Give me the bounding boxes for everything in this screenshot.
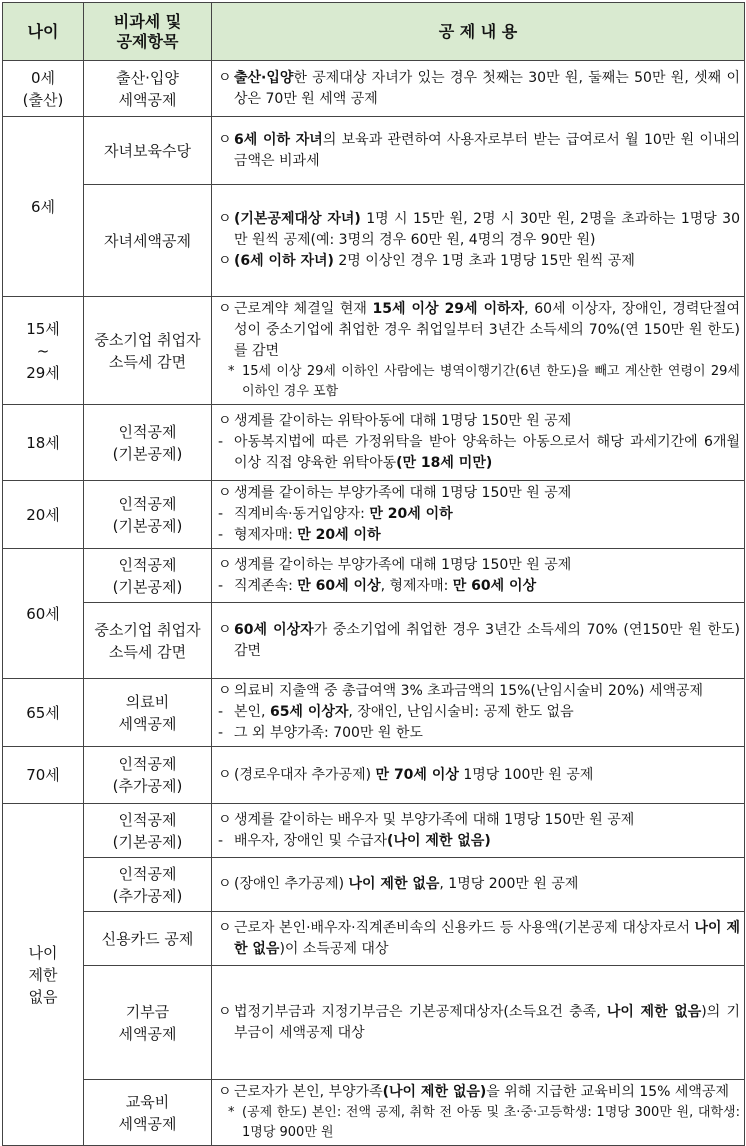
content-text: , 장애인, 난임시술비: 공제 한도 없음	[348, 704, 574, 720]
content-line	[218, 620, 740, 662]
deduction-content-cell	[212, 185, 745, 297]
table-row	[3, 61, 745, 117]
content-text: 생계를 같이하는 배우자 및 부양가족에 대해 1명당 150만 원 공제	[234, 811, 635, 828]
age-cell: 70세	[3, 747, 84, 804]
content-text: 근로자 본인·배우자·직계존비속의 신용카드 등 사용액(기본공제 대상자로서	[234, 919, 695, 936]
tax-deduction-by-age-table	[2, 2, 745, 1146]
bullet-marker: *	[228, 1105, 235, 1120]
deduction-item-cell: 인적공제 (기본공제)	[84, 804, 212, 858]
bullet-marker: ㅇ	[218, 919, 232, 936]
deduction-content-cell	[212, 747, 745, 804]
bullet-marker: ㅇ	[218, 211, 232, 227]
content-line	[218, 765, 740, 786]
content-line	[218, 209, 740, 251]
content-text: 근로자가 본인, 부양가족	[234, 1084, 383, 1100]
content-text: 배우자, 장애인 및 수급자	[234, 832, 388, 849]
content-line	[218, 918, 740, 960]
deduction-content-cell	[212, 61, 745, 117]
deduction-item-cell: 교육비 세액공제	[84, 1080, 212, 1146]
emphasized-text: (만 18세 미만)	[396, 455, 493, 471]
bullet-marker: -	[218, 434, 224, 450]
bullet-marker: -	[218, 577, 224, 594]
content-text: 본인,	[234, 704, 270, 720]
bullet-marker: -	[218, 725, 224, 741]
content-text: 의료비 지출액 중 총급여액 3% 초과금액의 15%(난임시술비 20%) 세액공제	[234, 683, 704, 699]
deduction-item-cell: 의료비 세액공제	[84, 679, 212, 747]
content-line	[218, 576, 740, 597]
emphasized-text: (6세 이하 자녀)	[234, 253, 334, 269]
emphasized-text: 만 70세 이상	[375, 766, 459, 783]
content-line	[218, 432, 740, 474]
content-text: 15세 이상 29세 이하인 사람에는 병역이행기간(6년 한도)을 빼고 계산한 연령이 29세 이하인 경우 포함	[242, 364, 740, 399]
content-line	[218, 251, 740, 272]
content-line	[218, 411, 740, 432]
table-row	[3, 858, 745, 912]
content-text: , 1명당 200만 원 공제	[439, 876, 579, 892]
emphasized-text: 60세 이상자	[234, 621, 314, 638]
age-cell: 60세	[3, 549, 84, 679]
content-text: )이 소득공제 대상	[279, 940, 389, 957]
deduction-content-cell	[212, 481, 745, 549]
footnote-line	[218, 362, 740, 402]
emphasized-text: 65세 이상자	[269, 704, 349, 720]
bullet-marker: -	[218, 832, 224, 849]
emphasized-text: 만 20세 이하	[297, 527, 381, 543]
deduction-item-cell: 인적공제 (기본공제)	[84, 481, 212, 549]
table-row	[3, 405, 745, 481]
deduction-content-cell	[212, 549, 745, 603]
deduction-item-cell: 인적공제 (기본공제)	[84, 549, 212, 603]
content-text: 을 위해 지급한 교육비의 15% 세액공제	[486, 1084, 730, 1100]
bullet-marker: -	[218, 527, 224, 543]
table-row	[3, 679, 745, 747]
emphasized-text: 나이 제한 없음	[234, 919, 740, 957]
deduction-item-cell: 인적공제 (추가공제)	[84, 747, 212, 804]
bullet-marker: ㅇ	[218, 621, 232, 638]
emphasized-text: 15세 이상 29세 이하자	[372, 301, 525, 317]
content-line	[218, 68, 740, 110]
bullet-marker: -	[218, 704, 224, 720]
bullet-marker: ㅇ	[218, 253, 232, 269]
emphasized-text: 출산·입양	[234, 69, 294, 86]
content-line	[218, 874, 740, 895]
emphasized-text: (기본공제대상 자녀)	[234, 211, 361, 227]
deduction-item-cell: 자녀보육수당	[84, 117, 212, 185]
deduction-item-cell: 신용카드 공제	[84, 912, 212, 966]
content-text: 생계를 같이하는 부양가족에 대해 1명당 150만 원 공제	[234, 485, 572, 501]
content-line	[218, 130, 740, 172]
deduction-content-cell	[212, 858, 745, 912]
header-age: 나이	[3, 3, 84, 61]
bullet-marker: ㅇ	[218, 413, 232, 429]
bullet-marker: ㅇ	[218, 876, 232, 892]
content-text: , 60세 이상자, 장애인, 경력단절여성이 중소기업에 취업한 경우 취업일부터 3년간 소득세의 70%(연 150만 원 한도)를 감면	[234, 301, 740, 359]
tax-age-table-container	[2, 2, 744, 1146]
table-header-row	[3, 3, 745, 61]
table-row	[3, 549, 745, 603]
emphasized-text: (나이 제한 없음)	[382, 1084, 487, 1100]
content-text: 1명 시 15만 원, 2명 시 30만 원, 2명을 초과하는 1명당 30만 원씩 공제(예: 3명의 경우 60만 원, 4명의 경우 90만 원)	[234, 211, 740, 248]
content-line	[218, 810, 740, 831]
age-cell: 18세	[3, 405, 84, 481]
emphasized-text: 나이 제한 없음	[606, 1003, 702, 1020]
table-row	[3, 603, 745, 679]
table-row	[3, 117, 745, 185]
age-cell: 20세	[3, 481, 84, 549]
table-body	[3, 61, 745, 1146]
deduction-content-cell	[212, 603, 745, 679]
table-row	[3, 297, 745, 405]
content-line	[218, 1082, 740, 1103]
age-cell: 15세 ~ 29세	[3, 297, 84, 405]
deduction-content-cell	[212, 679, 745, 747]
bullet-marker: ㅇ	[218, 556, 232, 573]
deduction-content-cell	[212, 117, 745, 185]
content-line	[218, 483, 740, 504]
emphasized-text: 나이 제한 없음	[348, 876, 440, 892]
bullet-marker: *	[228, 364, 235, 379]
content-text: 그 외 부양가족: 700만 원 한도	[234, 725, 423, 741]
deduction-content-cell	[212, 405, 745, 481]
deduction-content-cell	[212, 1080, 745, 1146]
content-text: 법정기부금과 지정기부금은 기본공제대상자(소득요건 충족,	[234, 1003, 607, 1020]
age-cell: 0세 (출산)	[3, 61, 84, 117]
table-row	[3, 747, 745, 804]
content-text: (공제 한도) 본인: 전액 공제, 취학 전 아동 및 초·중·고등학생: 1명당 300만 원, 대학생: 1명당 900만 원	[242, 1105, 740, 1140]
age-cell: 6세	[3, 117, 84, 297]
content-text: 직계존속:	[234, 577, 298, 594]
bullet-marker: ㅇ	[218, 683, 232, 699]
deduction-item-cell: 중소기업 취업자 소득세 감면	[84, 297, 212, 405]
content-line	[218, 504, 740, 525]
bullet-marker: ㅇ	[218, 69, 232, 86]
content-line	[218, 525, 740, 546]
emphasized-text: 만 60세 이상	[297, 577, 381, 594]
emphasized-text: (나이 제한 없음)	[387, 832, 491, 849]
content-text: 가 중소기업에 취업한 경우 3년간 소득세의 70% (연150만 원 한도) 감면	[234, 621, 741, 659]
deduction-item-cell: 인적공제 (기본공제)	[84, 405, 212, 481]
deduction-content-cell	[212, 912, 745, 966]
emphasized-text: 만 20세 이하	[369, 506, 453, 522]
table-row	[3, 966, 745, 1080]
table-row	[3, 1080, 745, 1146]
content-line	[218, 1002, 740, 1044]
table-row	[3, 481, 745, 549]
bullet-marker: -	[218, 506, 224, 522]
age-cell: 65세	[3, 679, 84, 747]
content-text: 생계를 같이하는 부양가족에 대해 1명당 150만 원 공제	[234, 556, 572, 573]
header-item: 비과세 및 공제항목	[84, 3, 212, 61]
content-line	[218, 299, 740, 362]
content-text: 근로계약 체결일 현재	[234, 301, 373, 317]
emphasized-text: 6세 이하 자녀	[234, 131, 323, 148]
table-row	[3, 185, 745, 297]
footnote-line	[218, 1103, 740, 1143]
content-text: (장애인 추가공제)	[234, 876, 349, 892]
deduction-content-cell	[212, 804, 745, 858]
content-line	[218, 831, 740, 852]
table-row	[3, 804, 745, 858]
bullet-marker: ㅇ	[218, 1084, 232, 1100]
deduction-item-cell: 중소기업 취업자 소득세 감면	[84, 603, 212, 679]
content-text: , 형제자매:	[380, 577, 453, 594]
emphasized-text: 만 60세 이상	[452, 577, 537, 594]
header-content: 공 제 내 용	[212, 3, 745, 61]
bullet-marker: ㅇ	[218, 1003, 232, 1020]
deduction-content-cell	[212, 297, 745, 405]
content-line	[218, 702, 740, 723]
bullet-marker: ㅇ	[218, 301, 232, 317]
deduction-content-cell	[212, 966, 745, 1080]
deduction-item-cell: 출산·입양 세액공제	[84, 61, 212, 117]
bullet-marker: ㅇ	[218, 766, 232, 783]
deduction-item-cell: 인적공제 (추가공제)	[84, 858, 212, 912]
content-text: 1명당 100만 원 공제	[458, 766, 594, 783]
table-row	[3, 912, 745, 966]
bullet-marker: ㅇ	[218, 131, 232, 148]
content-line	[218, 723, 740, 744]
content-text: 의 보육과 관련하여 사용자로부터 받는 급여로서 월 10만 원 이내의 금액은 비과세	[234, 131, 741, 169]
content-text: )의 기부금이 세액공제 대상	[234, 1003, 741, 1041]
deduction-item-cell: 기부금 세액공제	[84, 966, 212, 1080]
content-text: (경로우대자 추가공제)	[234, 766, 376, 783]
content-text: 2명 이상인 경우 1명 초과 1명당 15만 원씩 공제	[333, 253, 635, 269]
content-line	[218, 681, 740, 702]
content-text: 생계를 같이하는 위탁아동에 대해 1명당 150만 원 공제	[234, 413, 572, 429]
deduction-item-cell: 자녀세액공제	[84, 185, 212, 297]
content-text: 직계비속·동거입양자:	[234, 506, 370, 522]
content-text: 형제자매:	[234, 527, 298, 543]
bullet-marker: ㅇ	[218, 811, 232, 828]
content-text: 한 공제대상 자녀가 있는 경우 첫째는 30만 원, 둘째는 50만 원, 셋째 이상은 70만 원 세액 공제	[234, 69, 740, 107]
content-line	[218, 555, 740, 576]
content-text: 아동복지법에 따른 가정위탁을 받아 양육하는 아동으로서 해당 과세기간에 6개월 이상 직접 양육한 위탁아동	[234, 434, 740, 471]
bullet-marker: ㅇ	[218, 485, 232, 501]
age-cell: 나이 제한 없음	[3, 804, 84, 1146]
